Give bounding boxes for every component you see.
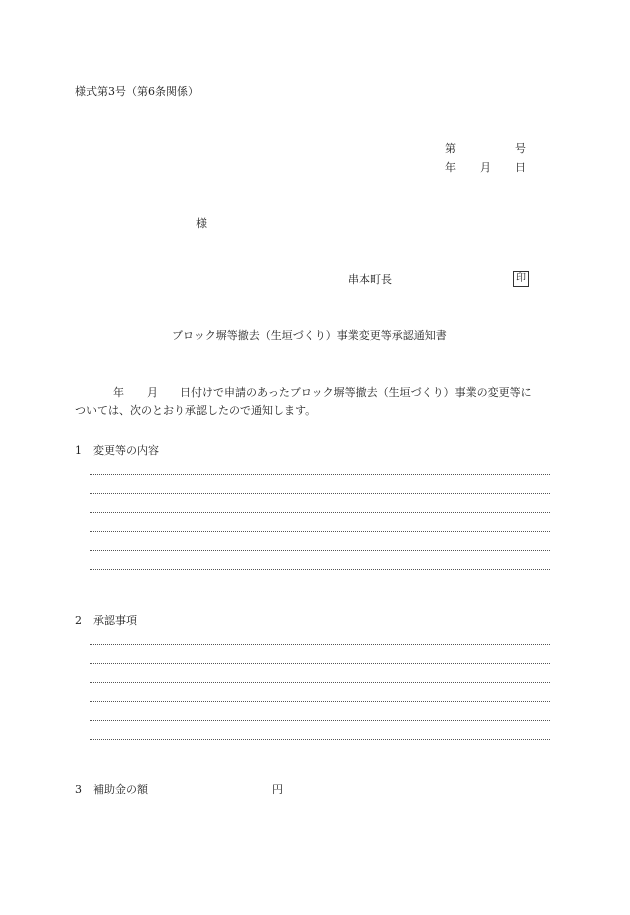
date-day: 日: [515, 161, 526, 174]
section-1-line: [90, 569, 550, 570]
section-2-line: [90, 701, 550, 702]
section-1-line: [90, 474, 550, 475]
doc-no-suffix: 号: [515, 142, 526, 155]
section-2-number: 2: [75, 614, 82, 627]
section-2-line: [90, 720, 550, 721]
section-3-number: 3: [75, 783, 82, 796]
section-2-label: 承認事項: [93, 614, 137, 627]
section-2-line: [90, 644, 550, 645]
form-id: 様式第3号（第6条関係）: [75, 85, 199, 98]
section-1-number: 1: [75, 444, 82, 457]
section-1-line: [90, 531, 550, 532]
doc-no-prefix: 第: [445, 142, 456, 155]
section-3-unit: 円: [272, 783, 283, 796]
seal-mark: 印: [513, 271, 529, 287]
section-2-line: [90, 663, 550, 664]
body-line1: 日付けで申請のあったブロック塀等撤去（生垣づくり）事業の変更等に: [180, 386, 532, 399]
section-3-label: 補助金の額: [93, 783, 148, 796]
addressee-suffix: 様: [196, 217, 207, 230]
body-month: 月: [147, 386, 158, 399]
section-1-line: [90, 493, 550, 494]
section-1-line: [90, 550, 550, 551]
section-1-label: 変更等の内容: [93, 444, 159, 457]
section-2-line: [90, 682, 550, 683]
document-title: ブロック塀等撤去（生垣づくり）事業変更等承認通知書: [172, 329, 447, 342]
date-year: 年: [445, 161, 456, 174]
date-month: 月: [480, 161, 491, 174]
body-line2: ついては、次のとおり承認したので通知します。: [75, 404, 317, 417]
section-2-line: [90, 739, 550, 740]
section-1-line: [90, 512, 550, 513]
body-year: 年: [113, 386, 124, 399]
issuer: 串本町長: [348, 273, 392, 286]
